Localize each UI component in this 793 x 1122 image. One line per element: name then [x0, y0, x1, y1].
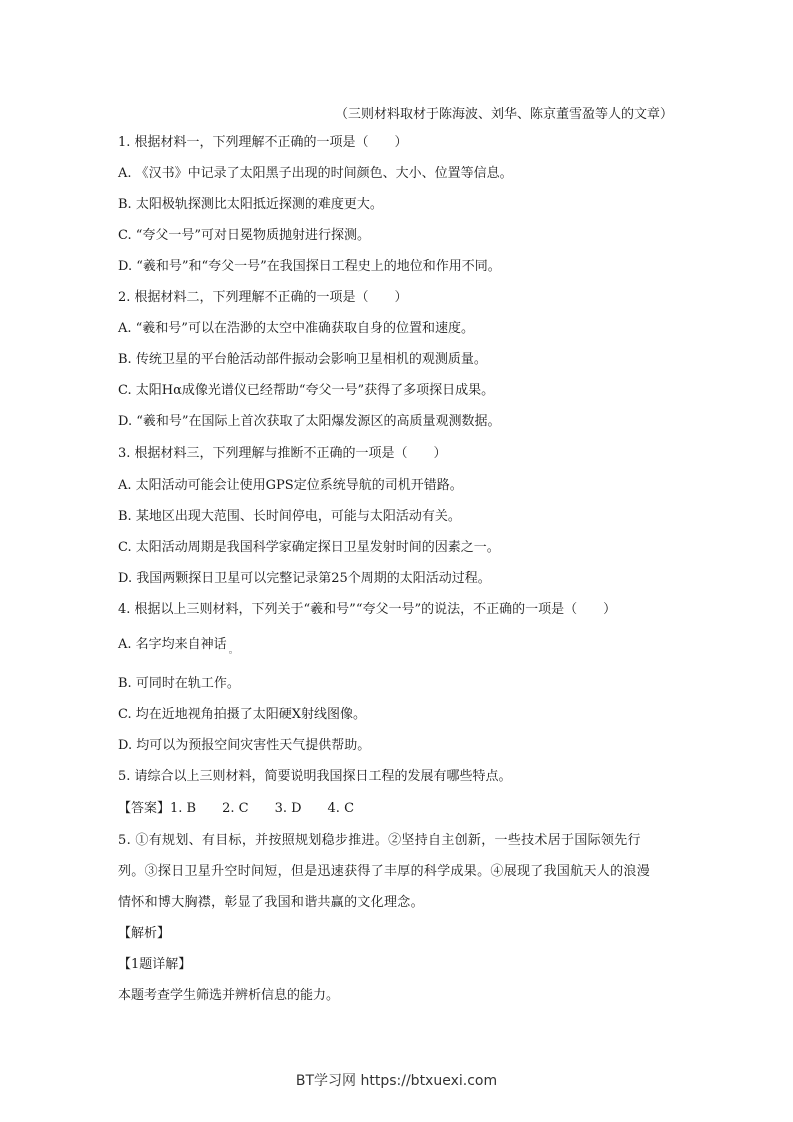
footer-watermark: BT学习网 https://btxuexi.com [295, 1073, 498, 1089]
analysis-label: 【解析】 [118, 926, 171, 941]
question-1-option-d: D. “羲和号”和“夸父一号”在我国探日工程史上的地位和作用不同。 [118, 259, 501, 274]
question-2-stem: 2. 根据材料二，下列理解不正确的一项是（ ） [118, 290, 408, 305]
detail-label: 【1题详解】 [118, 957, 192, 972]
detail-text: 本题考查学生筛选并辨析信息的能力。 [118, 988, 340, 1003]
answer-5-line-2: 列。③探日卫星升空时间短，但是迅速获得了丰厚的科学成果。④展现了我国航天人的浪漫 [118, 864, 651, 879]
question-1-option-c: C. “夸父一号”可对日冕物质抛射进行探测。 [118, 228, 371, 243]
question-1-stem: 1. 根据材料一，下列理解不正确的一项是（ ） [118, 135, 408, 150]
question-4-option-a-text: A. 名字均来自神话 [118, 637, 227, 652]
question-5-stem: 5. 请综合以上三则材料，简要说明我国探日工程的发展有哪些特点。 [118, 769, 512, 784]
question-3-option-a: A. 太阳活动可能会让使用GPS定位系统导航的司机开错路。 [118, 478, 463, 493]
question-3-option-b: B. 某地区出现大范围、长时间停电，可能与太阳活动有关。 [118, 509, 461, 524]
question-2-option-c: C. 太阳Hα成像光谱仪已经帮助“夸父一号”获得了多项探日成果。 [118, 383, 495, 398]
question-4-option-a [118, 636, 239, 655]
source-note: （三则材料取材于陈海波、刘华、陈京董雪盈等人的文章） [334, 107, 673, 122]
answer-5-line-1: 5. ①有规划、有目标，并按照规划稳步推进。②坚持自主创新，一些技术居于国际领先行 [118, 833, 641, 848]
question-3-option-c: C. 太阳活动周期是我国科学家确定探日卫星发射时间的因素之一。 [118, 540, 500, 555]
question-4-option-c: C. 均在近地视角拍摄了太阳硬X射线图像。 [118, 707, 367, 722]
question-4-stem: 4. 根据以上三则材料，下列关于“羲和号”“夸父一号”的说法，不正确的一项是（ ） [118, 602, 617, 617]
answer-line: 【答案】1. B 2. C 3. D 4. C [118, 801, 355, 816]
question-3-option-d: D. 我国两颗探日卫星可以完整记录第25个周期的太阳活动过程。 [118, 571, 491, 586]
answer-5-line-3: 情怀和博大胸襟，彰显了我国和谐共赢的文化理念。 [118, 895, 424, 910]
question-2-option-d: D. “羲和号”在国际上首次获取了太阳爆发源区的高质量观测数据。 [118, 414, 501, 429]
question-1-option-b: B. 太阳极轨探测比太阳抵近探测的难度更大。 [118, 197, 383, 212]
question-4-option-b: B. 可同时在轨工作。 [118, 676, 240, 691]
answer-5-paragraph [118, 825, 678, 918]
question-3-stem: 3. 根据材料三，下列理解与推断不正确的一项是（ ） [118, 446, 447, 461]
question-2-option-b: B. 传统卫星的平台舱活动部件振动会影响卫星相机的观测质量。 [118, 352, 487, 367]
question-4-option-d: D. 均可以为预报空间灾害性天气提供帮助。 [118, 738, 371, 753]
question-1-option-a: A. 《汉书》中记录了太阳黑子出现的时间颜色、大小、位置等信息。 [118, 166, 513, 181]
question-4-option-a-dot: 。 [228, 645, 239, 656]
question-2-option-a: A. “羲和号”可以在浩渺的太空中准确获取自身的位置和速度。 [118, 321, 474, 336]
